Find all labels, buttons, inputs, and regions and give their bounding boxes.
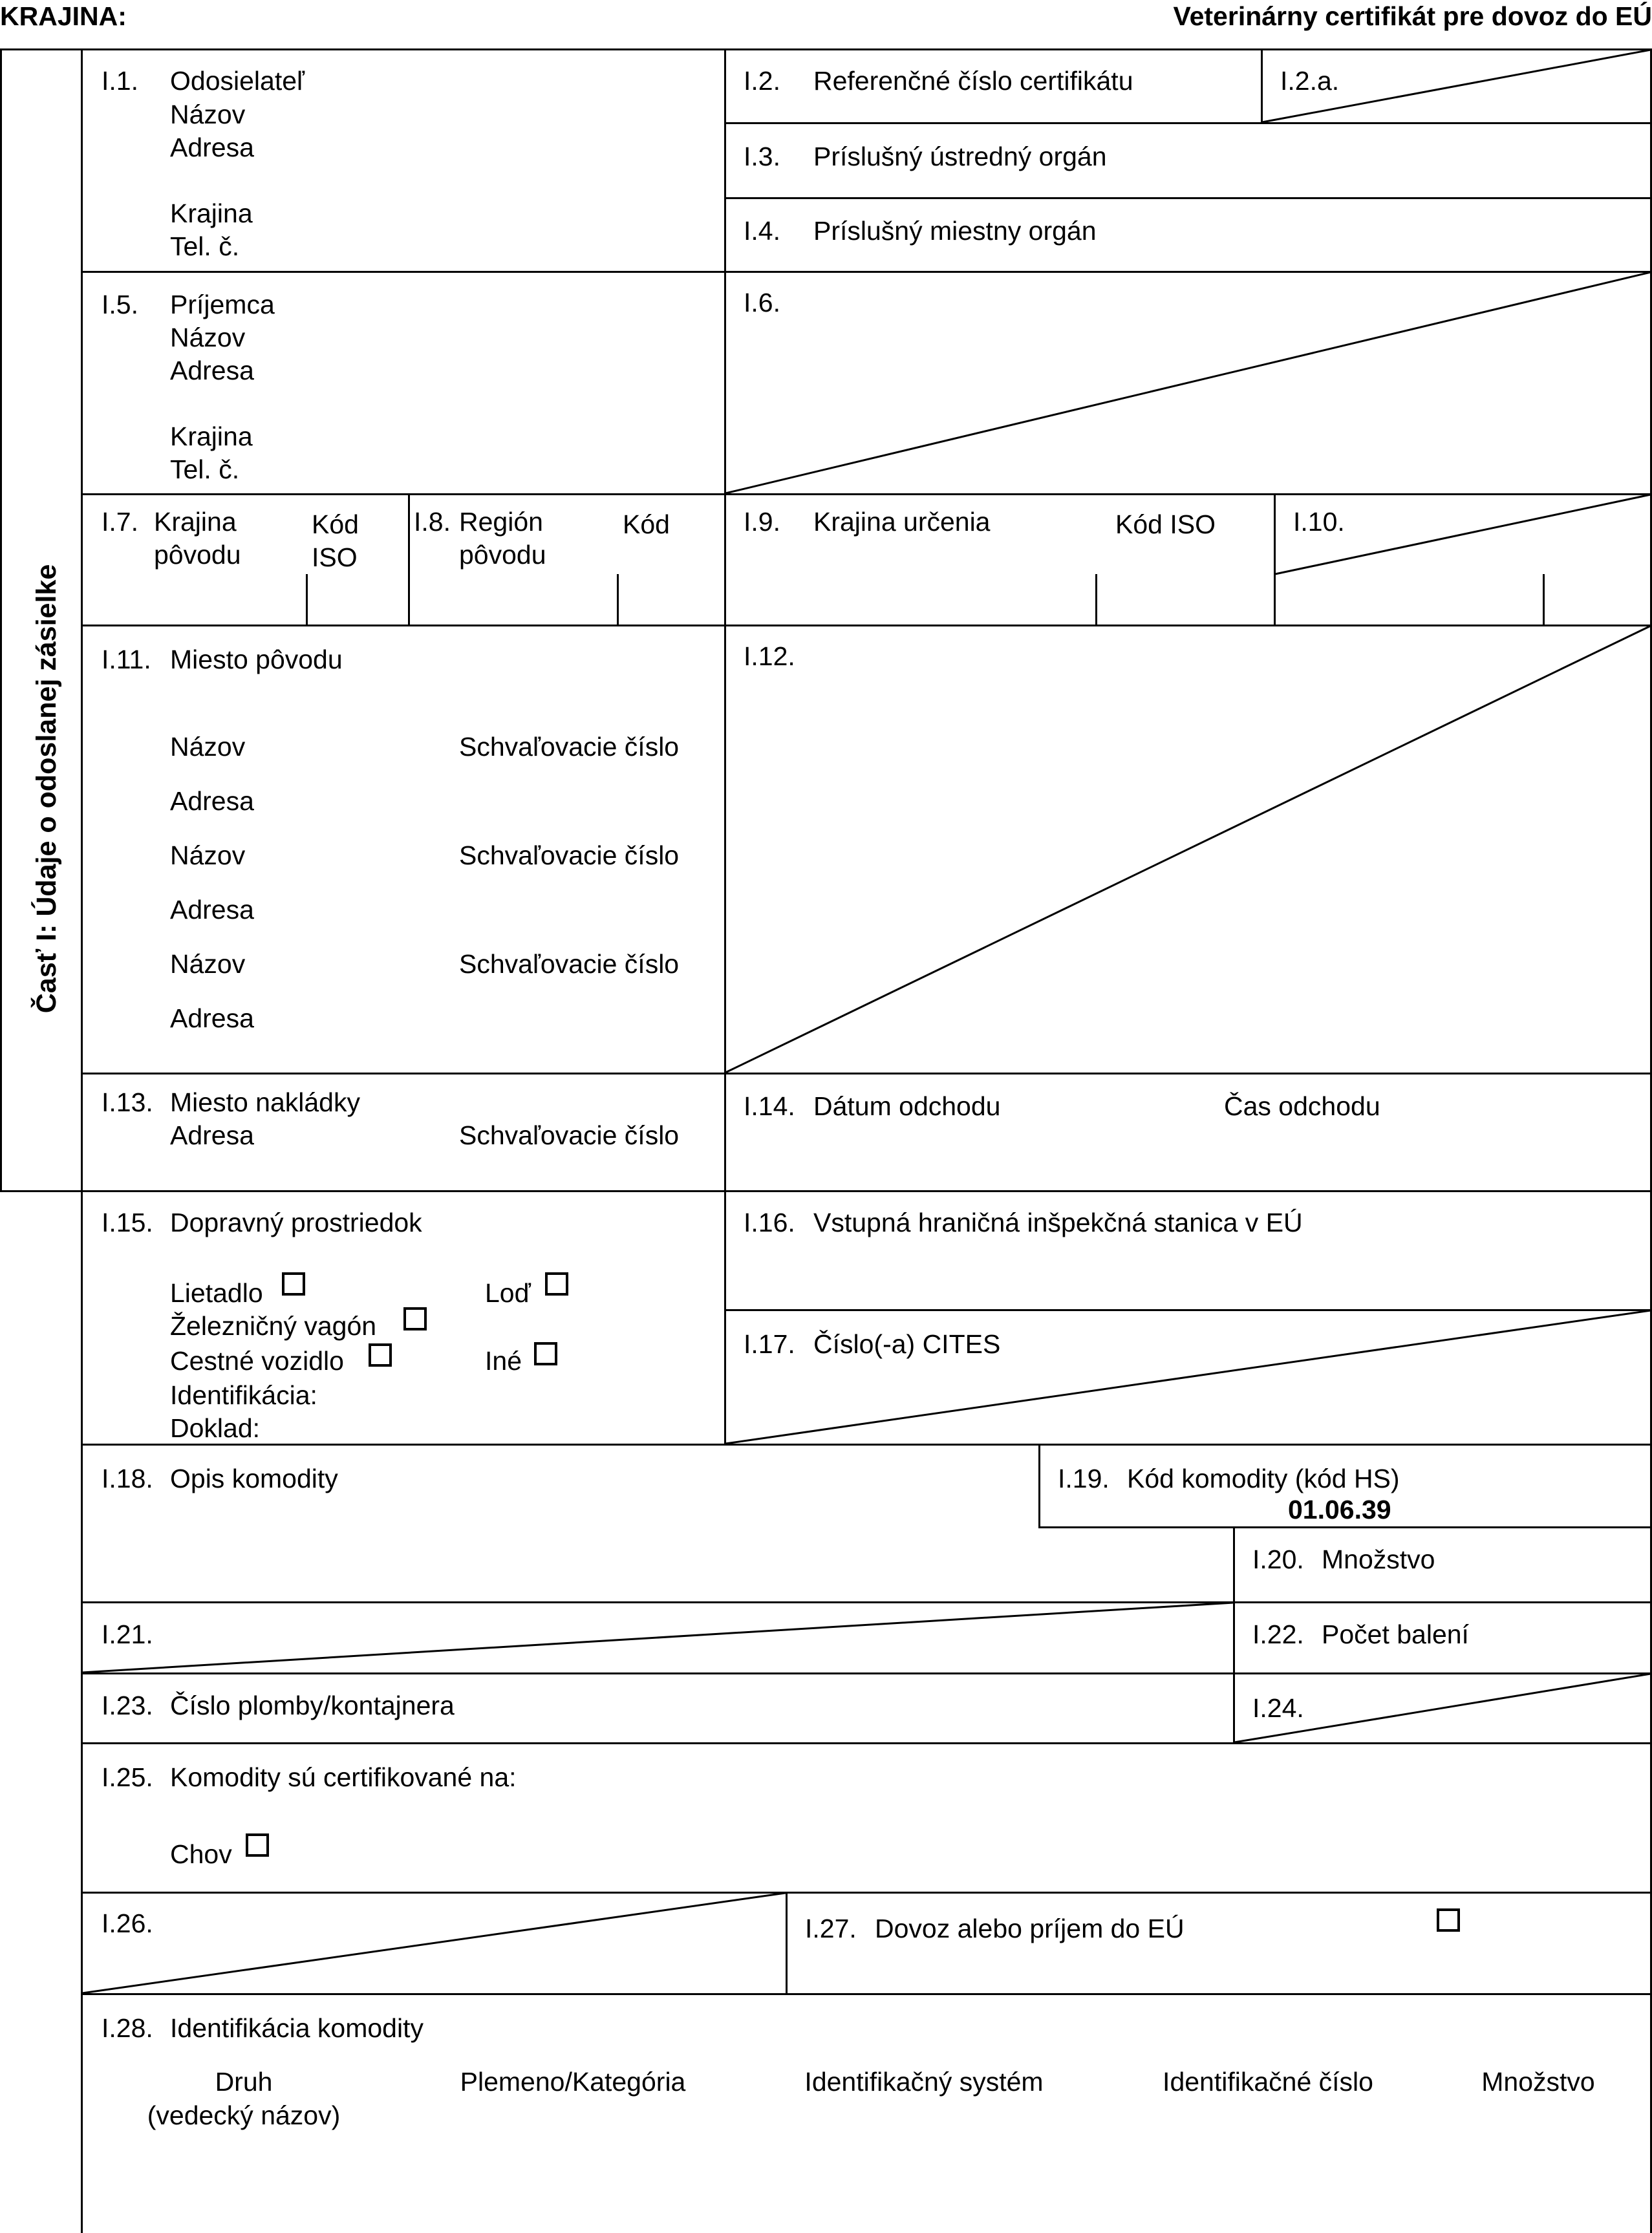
commodity-code-label: Kód komodity (kód HS) xyxy=(1127,1464,1400,1493)
country-origin-label-1: Krajina xyxy=(154,507,237,537)
destination-iso-label: Kód ISO xyxy=(1115,509,1216,539)
other-checkbox[interactable] xyxy=(534,1342,557,1365)
transport-title: Dopravný prostriedok xyxy=(170,1208,422,1237)
aircraft-checkbox[interactable] xyxy=(282,1272,305,1296)
column-species: Druh xyxy=(215,2067,273,2097)
address-label: Adresa xyxy=(170,895,254,924)
tel-label: Tel. č. xyxy=(170,231,240,261)
part-one-side-label: Časť I: Údaje o odoslanej zásielke xyxy=(30,564,62,1014)
cites-number-label: Číslo(-a) CITES xyxy=(813,1329,1001,1359)
quantity-label: Množstvo xyxy=(1322,1544,1435,1574)
import-admission-label: Dovoz alebo príjem do EÚ xyxy=(875,1914,1185,1943)
commodity-identification-title: Identifikácia komodity xyxy=(170,2013,424,2043)
commodity-description-label: Opis komodity xyxy=(170,1464,338,1493)
departure-date-label: Dátum odchodu xyxy=(813,1091,1001,1121)
breeding-checkbox[interactable] xyxy=(246,1833,269,1857)
box-number: I.14. xyxy=(744,1091,795,1121)
local-authority-label: Príslušný miestny orgán xyxy=(813,216,1097,246)
iso-code-label-1: Kód xyxy=(312,509,359,539)
rail-checkbox[interactable] xyxy=(403,1307,427,1330)
box-number: I.4. xyxy=(744,216,780,246)
name-label: Názov xyxy=(170,949,246,979)
aircraft-label: Lietadlo xyxy=(170,1278,263,1308)
certificate-title: Veterinárny certifikát pre dovoz do EÚ xyxy=(1173,1,1652,31)
box-number: I.19. xyxy=(1058,1464,1110,1493)
approval-number-label: Schvaľovacie číslo xyxy=(459,949,680,979)
column-species-scientific: (vedecký názov) xyxy=(147,2100,341,2130)
packages-count-label: Počet balení xyxy=(1322,1619,1469,1649)
region-origin-label-1: Región xyxy=(459,507,543,537)
box-number: I.26. xyxy=(102,1908,153,1938)
name-label: Názov xyxy=(170,840,246,870)
approval-number-label: Schvaľovacie číslo xyxy=(459,840,680,870)
border-post-label: Vstupná hraničná inšpekčná stanica v EÚ xyxy=(813,1208,1303,1237)
box-number: I.10. xyxy=(1293,507,1345,537)
box-number: I.17. xyxy=(744,1329,795,1359)
box-number: I.20. xyxy=(1252,1544,1304,1574)
approval-number-label: Schvaľovacie číslo xyxy=(459,732,680,762)
seal-container-label: Číslo plomby/kontajnera xyxy=(170,1691,455,1720)
box-number: I.11. xyxy=(102,645,151,674)
other-label: Iné xyxy=(485,1346,522,1376)
box-number: I.5. xyxy=(102,290,138,319)
box-number: I.13. xyxy=(102,1087,153,1117)
ship-checkbox[interactable] xyxy=(545,1272,568,1296)
box-number: I.2.a. xyxy=(1280,66,1340,96)
box-number: I.6. xyxy=(744,288,780,317)
identification-label: Identifikácia: xyxy=(170,1380,317,1410)
certificate-reference-label: Referenčné číslo certifikátu xyxy=(813,66,1133,96)
iso-code-label-2: ISO xyxy=(312,542,358,572)
consignor-title: Odosielateľ xyxy=(170,66,305,96)
box-number: I.15. xyxy=(102,1208,153,1237)
box-number: I.16. xyxy=(744,1208,795,1237)
box-number: I.9. xyxy=(744,507,780,537)
region-code-label: Kód xyxy=(623,509,670,539)
certified-for-label: Komodity sú certifikované na: xyxy=(170,1762,517,1792)
document-label: Doklad: xyxy=(170,1413,261,1443)
box-number: I.23. xyxy=(102,1691,153,1720)
approval-number-label: Schvaľovacie číslo xyxy=(459,1120,680,1150)
central-authority-label: Príslušný ústredný orgán xyxy=(813,142,1107,171)
name-label: Názov xyxy=(170,732,246,762)
country-label: Krajina xyxy=(170,198,253,228)
consignee-title: Príjemca xyxy=(170,290,275,319)
place-origin-title: Miesto pôvodu xyxy=(170,645,343,674)
box-number: I.22. xyxy=(1252,1619,1304,1649)
address-label: Adresa xyxy=(170,786,254,816)
country-origin-label-2: pôvodu xyxy=(154,540,241,570)
box-number: I.2. xyxy=(744,66,780,96)
address-label: Adresa xyxy=(170,356,254,385)
name-label: Názov xyxy=(170,323,246,352)
country-label: Krajina xyxy=(170,422,253,451)
tel-label: Tel. č. xyxy=(170,454,240,484)
country-label: KRAJINA: xyxy=(0,1,127,31)
box-number: I.18. xyxy=(102,1464,153,1493)
address-label: Adresa xyxy=(170,1120,254,1150)
ship-label: Loď xyxy=(485,1278,531,1308)
commodity-code-value: 01.06.39 xyxy=(1288,1495,1391,1524)
region-origin-label-2: pôvodu xyxy=(459,540,546,570)
column-quantity: Množstvo xyxy=(1481,2067,1595,2097)
import-admission-checkbox[interactable] xyxy=(1437,1908,1460,1932)
breeding-label: Chov xyxy=(170,1839,232,1869)
box-number: I.3. xyxy=(744,142,780,171)
column-identification-number: Identifikačné číslo xyxy=(1163,2067,1373,2097)
column-identification-system: Identifikačný systém xyxy=(804,2067,1044,2097)
destination-country-label: Krajina určenia xyxy=(813,507,991,537)
departure-time-label: Čas odchodu xyxy=(1224,1091,1380,1121)
box-number: I.28. xyxy=(102,2013,153,2043)
box-number: I.24. xyxy=(1252,1693,1304,1723)
road-checkbox[interactable] xyxy=(369,1343,392,1367)
address-label: Adresa xyxy=(170,1003,254,1033)
column-breed-category: Plemeno/Kategória xyxy=(460,2067,686,2097)
box-number: I.1. xyxy=(102,66,138,96)
box-number: I.12. xyxy=(744,641,795,671)
box-number: I.25. xyxy=(102,1762,153,1792)
box-number: I.7. xyxy=(102,507,138,537)
name-label: Názov xyxy=(170,100,246,129)
box-number: I.21. xyxy=(102,1619,153,1649)
loading-place-title: Miesto nakládky xyxy=(170,1087,360,1117)
box-number: I.8. xyxy=(414,507,451,537)
address-label: Adresa xyxy=(170,133,254,162)
rail-label: Železničný vagón xyxy=(170,1311,377,1341)
road-label: Cestné vozidlo xyxy=(170,1346,344,1376)
box-number: I.27. xyxy=(805,1914,857,1943)
